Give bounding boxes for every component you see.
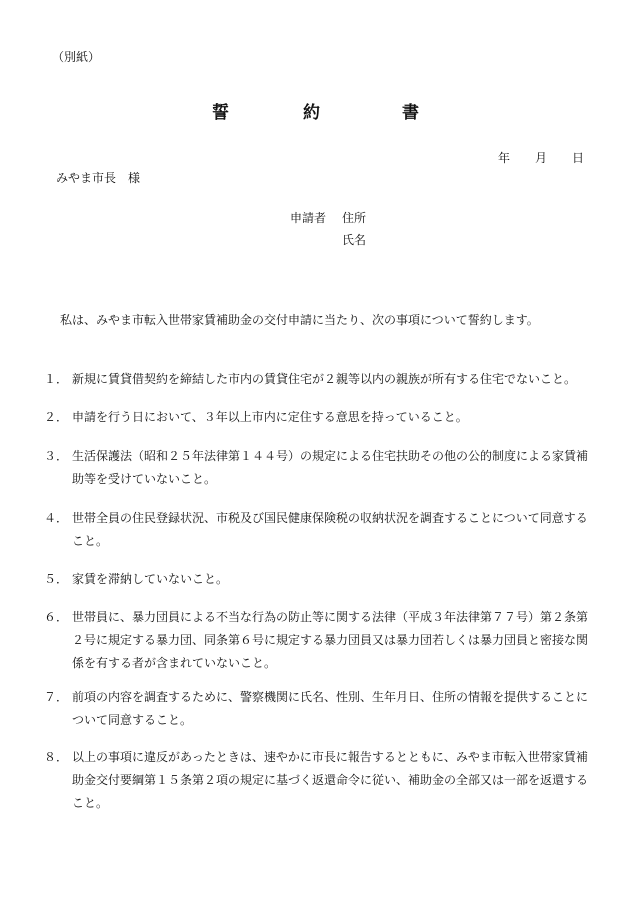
pledge-text: 新規に賃貸借契約を締結した市内の賃貸住宅が２親等以内の親族が所有する住宅でないこと。 — [72, 372, 577, 386]
pledge-text: 家賃を滞納していないこと。 — [72, 572, 229, 586]
address-label: 住所 — [342, 211, 367, 225]
pledge-number: １． — [44, 372, 69, 386]
pledge-number: ７． — [44, 690, 69, 704]
recipient-line: みやま市長 様 — [56, 171, 141, 185]
pledge-number: ３． — [44, 449, 69, 463]
pledge-number: ６． — [44, 610, 69, 624]
title-char-2: 約 — [303, 103, 321, 123]
pledge-item-4 — [44, 507, 594, 553]
pledge-number: ４． — [44, 511, 69, 525]
pledge-item-3 — [44, 445, 594, 491]
pledge-text: 世帯員に、暴力団員による不当な行為の防止等に関する法律（平成３年法律第７７号）第２条第２号に規定する暴力団、同条第６号に規定する暴力団員又は暴力団若しくは暴力団員と密接な関係を有する者が含まれていないこと。 — [72, 610, 589, 670]
date-day-label: 日 — [572, 151, 585, 165]
pledge-item-1 — [44, 368, 594, 391]
pledge-item-8 — [44, 746, 594, 815]
pledge-item-2 — [44, 406, 594, 429]
title-char-1: 誓 — [212, 103, 230, 123]
applicant-spacer — [290, 229, 342, 251]
applicant-role-label: 申請者 — [290, 211, 327, 225]
pledge-text: 生活保護法（昭和２５年法律第１４４号）の規定による住宅扶助その他の公的制度による家賃補助等を受けていないこと。 — [72, 449, 589, 486]
pledge-number: ２． — [44, 410, 69, 424]
date-year-label: 年 — [498, 151, 511, 165]
pledge-item-6 — [44, 606, 594, 675]
pledge-text: 以上の事項に違反があったときは、速やかに市長に報告するとともに、みやま市転入世帯家賃補助金交付要綱第１５条第２項の規定に基づく返還命令に従い、補助金の全部又は一部を返還すること。 — [72, 750, 589, 810]
applicant-block — [290, 207, 366, 251]
name-label: 氏名 — [342, 233, 367, 247]
title-char-3: 書 — [402, 103, 420, 123]
pledge-text: 前項の内容を調査するために、警察機関に氏名、性別、生年月日、住所の情報を提供することについて同意すること。 — [72, 690, 589, 727]
pledge-text: 世帯全員の住民登録状況、市税及び国民健康保険税の収納状況を調査することについて同意すること。 — [72, 511, 588, 548]
applicant-address-row — [290, 207, 366, 229]
pledge-text: 申請を行う日において、３年以上市内に定住する意思を持っていること。 — [72, 410, 468, 424]
date-line — [0, 149, 630, 167]
applicant-name-row — [290, 229, 366, 251]
pledge-item-7 — [44, 686, 594, 732]
attachment-label: （別紙） — [52, 50, 101, 64]
pledge-number: ５． — [44, 572, 69, 586]
intro-paragraph: 私は、みやま市転入世帯家賃補助金の交付申請に当たり、次の事項について誓約します。 — [60, 313, 539, 327]
pledge-item-5 — [44, 568, 594, 591]
document-title — [0, 98, 630, 122]
pledge-number: ８． — [44, 750, 69, 764]
date-month-label: 月 — [535, 151, 548, 165]
